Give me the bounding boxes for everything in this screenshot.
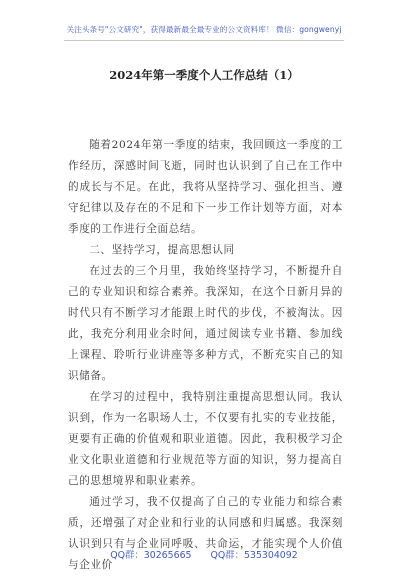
document-body [68, 135, 343, 576]
header-divider [64, 40, 344, 41]
paragraph-ideology: 在学习的过程中，我特别注重提高思想认同。我认识到，作为一名职场人士，不仅要有扎实的专业技能，更要有正确的价值观和职业道德。因此，我积极学习企业文化职业道德和行业规范等方面的知识，努力提高自己的思想境界和职业素养。 [68, 391, 343, 487]
document-title: 2024年第一季度个人工作总结（1） [109, 68, 299, 82]
paragraph-learning: 在过去的三个月里，我始终坚持学习，不断提升自己的专业知识和综合素养。我深知，在这个日新月异的时代只有不断学习才能跟上时代的步伐，不被淘汰。因此，我充分利用业余时间，通过阅读专业书籍、参加线上课程、聆听行业讲座等多种方式，不断充实自己的知识储备。 [68, 265, 343, 382]
footer-contact [0, 547, 408, 561]
paragraph-results: 通过学习，我不仅提高了自己的专业能力和综合素质，还增强了对企业和行业的认同感和归属感。我深刻认识到只有与企业同呼吸、共命运，才能实现个人价值与企业价 [68, 496, 343, 571]
paragraph-intro: 随着2024年第一季度的结束，我回顾这一季度的工作经历，深感时间飞逝，同时也认识到了自己在工作中的成长与不足。在此，我将从坚持学习、强化担当、遵守纪律以及存在的不足和下一步工作计划等方面，对本季度的工作进行全面总结。 [68, 139, 343, 235]
section-heading: 二、坚持学习，提高思想认同 [89, 244, 235, 256]
footer-qq-group-1: QQ群：30265665 [110, 550, 192, 561]
header-banner: 关注头条号"公文研究"，获得最新最全最专业的公文资料库！ 微信：gongwenyj [66, 25, 342, 34]
footer-qq-group-2: QQ群：535304092 [210, 550, 298, 561]
